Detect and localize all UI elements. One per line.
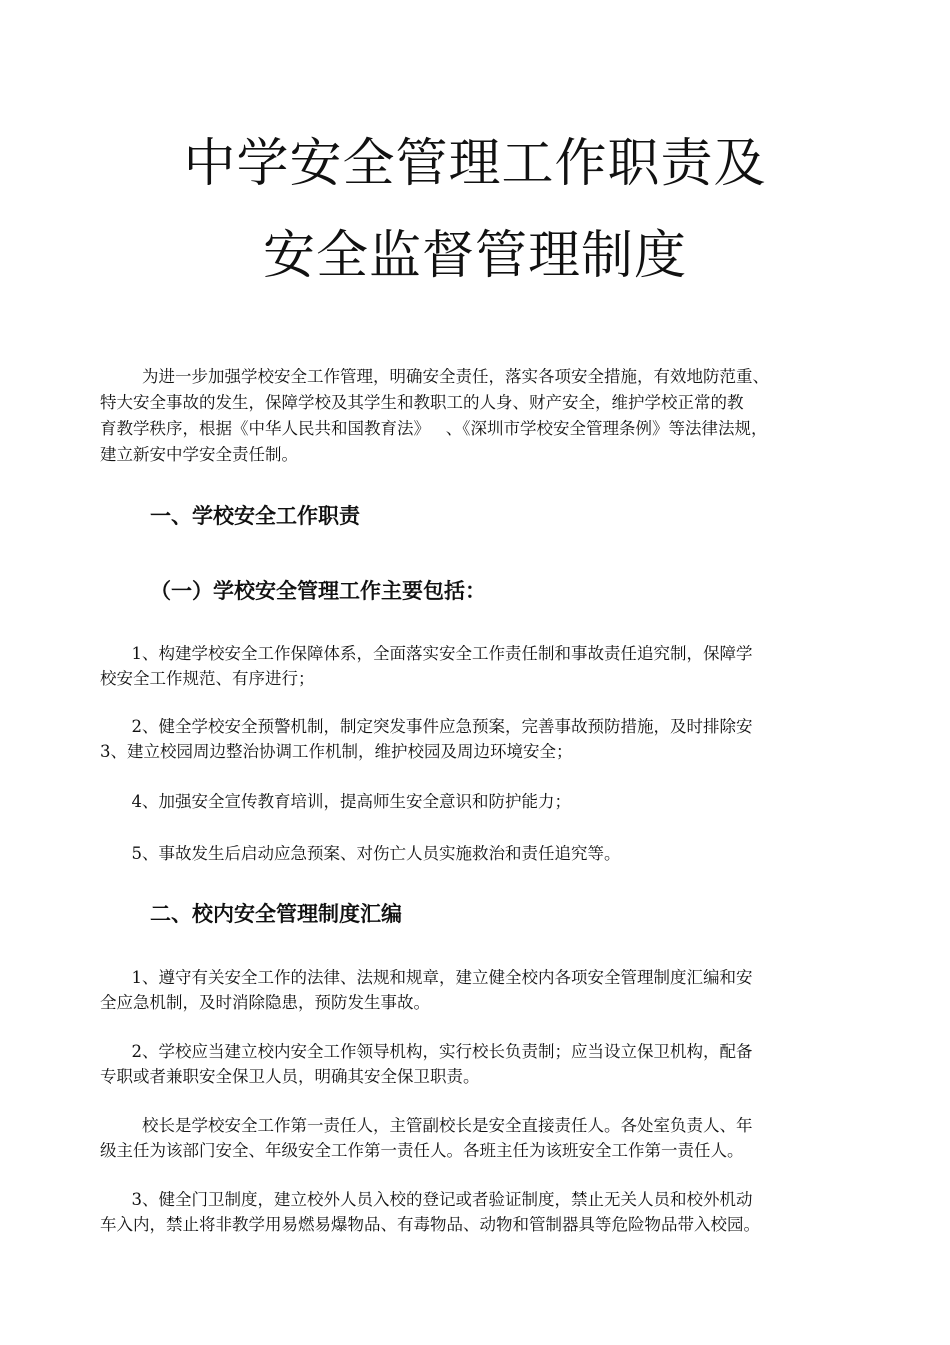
section-2-heading: 二、校内安全管理制度汇编	[150, 901, 402, 926]
section-2-item-1-line-2: 全应急机制，及时消除隐患，预防发生事故。	[100, 993, 430, 1012]
intro-line-3: 育教学秩序，根据《中华人民共和国教育法》 、《深圳市学校安全管理条例》等法律法规，	[100, 419, 768, 438]
section-2-principal-para-line-2: 级主任为该部门安全、年级安全工作第一责任人。各班主任为该班安全工作第一责任人。	[100, 1141, 744, 1160]
document-title-line-1: 中学安全管理工作职责及	[183, 134, 767, 194]
section-1-item-2: 2、健全学校安全预警机制，制定突发事件应急预案，完善事故预防措施，及时排除安	[100, 717, 753, 736]
document-title-line-2: 安全监督管理制度	[262, 226, 687, 286]
intro-line-2: 特大安全事故的发生，保障学校及其学生和教职工的人身、财产安全，维护学校正常的教	[100, 393, 744, 412]
section-2-item-1-line-1: 1、遵守有关安全工作的法律、法规和规章，建立健全校内各项安全管理制度汇编和安	[100, 968, 753, 987]
section-1-item-1-line-1: 1、构建学校安全工作保障体系，全面落实安全工作责任制和事故责任追究制，保障学	[100, 644, 753, 663]
section-1-heading: 一、学校安全工作职责	[150, 503, 360, 528]
section-2-principal-para-line-1: 校长是学校安全工作第一责任人，主管副校长是安全直接责任人。各处室负责人、年	[100, 1116, 753, 1135]
section-1-subheading: （一）学校安全管理工作主要包括：	[150, 578, 486, 603]
section-2-item-2-line-2: 专职或者兼职安全保卫人员，明确其安全保卫职责。	[100, 1067, 480, 1086]
section-1-item-4: 4、加强安全宣传教育培训，提高师生安全意识和防护能力；	[100, 792, 571, 811]
intro-line-4: 建立新安中学安全责任制。	[100, 445, 298, 464]
section-2-item-3-line-1: 3、健全门卫制度，建立校外人员入校的登记或者验证制度，禁止无关人员和校外机动	[100, 1190, 753, 1209]
section-1-item-5: 5、事故发生后启动应急预案、对伤亡人员实施救治和责任追究等。	[100, 844, 621, 863]
section-1-item-3: 3、建立校园周边整治协调工作机制，维护校园及周边环境安全；	[100, 742, 573, 761]
section-1-item-1-line-2: 校安全工作规范、有序进行；	[100, 669, 315, 688]
section-2-item-3-line-2: 车入内，禁止将非教学用易燃易爆物品、有毒物品、动物和管制器具等危险物品带入校园。	[100, 1215, 760, 1234]
intro-line-1: 为进一步加强学校安全工作管理，明确安全责任，落实各项安全措施，有效地防范重、	[100, 367, 769, 386]
section-2-item-2-line-1: 2、学校应当建立校内安全工作领导机构，实行校长负责制；应当设立保卫机构，配备	[100, 1042, 753, 1061]
